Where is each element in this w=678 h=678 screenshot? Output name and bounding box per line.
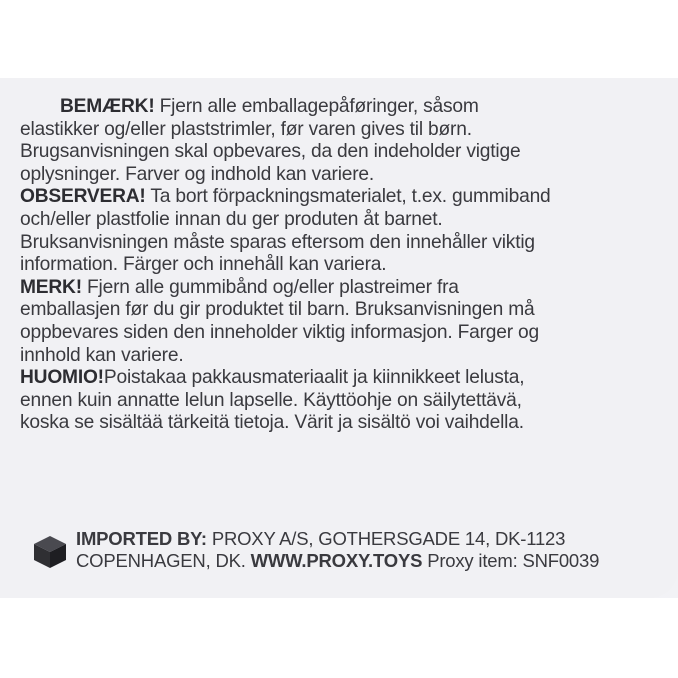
warning-line: oplysninger. Farver og indhold kan variere. [20,163,375,185]
background-bottom [0,598,678,678]
importer-item-number: Proxy item: SNF0039 [422,550,600,571]
warning-line: information. Färger och innehåll kan variera. [20,254,387,276]
warning-line: oppbevares siden den inneholder viktig informasjon. Farger og [20,321,539,343]
warning-line: Fjern alle emballagepåføringer, såsom [154,96,479,117]
warning-text-block [20,96,660,435]
warning-line: Ta bort förpackningsmaterialet, t.ex. gummiband [145,186,551,208]
warning-line: Brugsanvisningen skal opbevares, da den indeholder vigtige [20,141,521,163]
warning-line: Fjern alle gummibånd og/eller plastreimer fra [81,276,459,298]
importer-line-1 [76,528,656,550]
warning-lead-norwegian: MERK! [20,276,82,298]
warning-lead-danish: BEMÆRK! [60,96,155,117]
importer-address: PROXY A/S, GOTHERSGADE 14, DK-1123 [206,528,566,549]
importer-block [32,528,652,584]
background-top [0,0,678,78]
warning-line: innhold kan variere. [20,344,184,366]
importer-line-2 [76,550,656,572]
warning-line: och/eller plastfolie innan du ger produten åt barnet. [20,208,443,230]
warning-line: Poistakaa pakkausmateriaalit ja kiinnikkeet lelusta, [103,367,525,389]
warning-finnish [20,367,660,435]
warning-lead-finnish: HUOMIO! [20,367,104,389]
importer-city: COPENHAGEN, DK. [76,550,251,571]
warning-lead-swedish: OBSERVERA! [20,186,146,208]
importer-text [76,528,656,572]
warning-swedish [20,186,660,276]
warning-danish [20,96,660,186]
warning-norwegian [20,277,660,367]
warning-line: emballasjen før du gir produktet til barn. Bruksanvisningen må [20,299,535,321]
importer-label: IMPORTED BY: [76,528,207,549]
warning-line: elastikker og/eller plaststrimler, før varen gives til børn. [20,118,472,140]
warning-line: ennen kuin annatte lelun lapselle. Käyttöohje on säilytettävä, [20,389,522,411]
warning-line: koska se sisältää tärkeitä tietoja. Värit ja sisältö voi vaihdella. [20,412,524,434]
warning-line: Bruksanvisningen måste sparas eftersom den innehåller viktig [20,231,535,253]
importer-website: WWW.PROXY.TOYS [250,550,423,571]
cube-icon [32,534,68,570]
